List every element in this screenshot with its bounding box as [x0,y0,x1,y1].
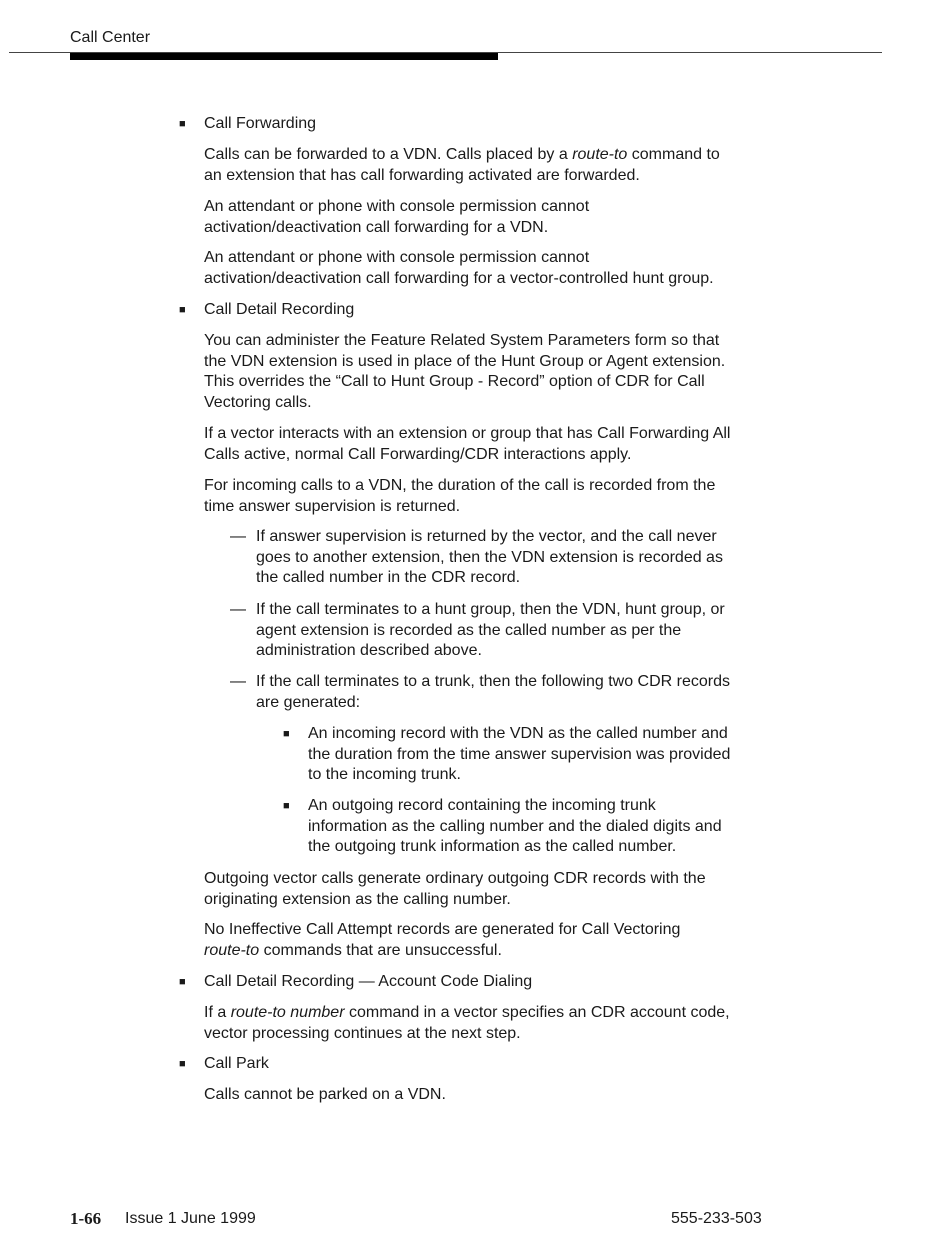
text-line [256,693,730,714]
text-run: agent extension is recorded as the called number as per the [256,621,682,639]
paragraph [204,145,720,186]
text-line [256,641,725,662]
paragraph [204,920,680,961]
text-run: An outgoing record containing the incoming trunk [308,797,656,814]
bullet-icon: ■ [179,976,186,988]
paragraph [204,248,714,289]
text-run: An incoming record with the VDN as the called number and [308,725,728,742]
text-line [204,1054,269,1075]
text-line [204,476,715,497]
text-run: Outgoing vector calls generate ordinary outgoing CDR records with the [204,870,706,887]
bullet-icon: ■ [283,800,290,812]
text-run: You can administer the Feature Related System Parameters form so that [204,332,720,349]
bullet-icon: ■ [179,118,186,130]
text-line [256,600,725,621]
text-line [256,568,723,589]
text-run: Calls active, normal Call Forwarding/CDR interactions apply. [204,445,632,463]
dash-item [256,672,730,713]
text-line [256,548,723,569]
text-run: administration described above. [256,642,482,660]
text-line [204,393,725,414]
header-bar [70,53,498,60]
text-run: time answer supervision is returned. [204,497,461,515]
text-run: the duration from the time answer supervision was provided [308,745,731,763]
paragraph [204,476,715,517]
text-line [204,352,725,373]
text-line [204,218,589,239]
text-line [204,269,714,290]
bullet-heading [204,114,316,135]
text-line [308,796,722,817]
paragraph [204,1085,446,1106]
dash-item [256,600,725,662]
text-line [308,817,722,838]
text-run: If a vector interacts with an extension or group that has Call Forwarding All [204,425,731,442]
text-line [204,920,680,941]
text-line [204,972,532,993]
text-run: An attendant or phone with console permission cannot [204,249,590,266]
bullet-heading [204,972,532,993]
paragraph [204,331,725,414]
text-line [308,745,730,766]
text-line [308,765,730,786]
text-run: goes to another extension, then the VDN extension is recorded as [256,548,723,566]
bullet-icon: ■ [179,1058,186,1070]
text-line [256,527,723,548]
text-run: Calls cannot be parked on a VDN. [204,1086,446,1103]
dash-marker: — [230,673,246,690]
page-number: 1-66 [70,1209,102,1228]
paragraph [204,869,706,910]
text-line [256,672,730,693]
issue-date: Issue 1 June 1999 [125,1210,256,1227]
sub-bullet-item [308,724,730,786]
text-run: Vectoring calls. [204,394,312,412]
text-run: an extension that has call forwarding activated are forwarded. [204,166,640,184]
text-line [204,1024,730,1045]
running-header: Call Center [70,29,151,46]
italic-term: route-to number [230,1004,345,1021]
text-run: If the call terminates to a trunk, then the following two CDR records [256,673,730,690]
dash-marker: — [230,528,246,545]
bullet-icon: ■ [179,304,186,316]
text-run: Calls can be forwarded to a VDN. Calls placed by a [204,146,573,163]
text-run: If the call terminates to a hunt group, then the VDN, hunt group, or [256,601,725,618]
text-line [308,724,730,745]
text-line [204,300,354,321]
bullet-heading [204,300,354,321]
text-line [204,941,680,962]
italic-term: route-to [204,941,260,959]
text-line [204,197,589,218]
text-line [204,248,714,269]
text-run: Call Detail Recording [204,301,355,318]
text-run: This overrides the “Call to Hunt Group - Record” option of CDR for Call [204,373,705,391]
text-run: the VDN extension is used in place of the Hunt Group or Agent extension. [204,352,726,370]
bullet-icon: ■ [283,728,290,740]
text-run: Call Forwarding [204,115,317,132]
text-line [308,837,722,858]
text-line [204,166,720,187]
italic-term: route-to [572,146,628,163]
text-run: are generated: [256,693,361,711]
text-line [204,114,316,135]
dash-marker: — [230,601,246,618]
text-run: If a [204,1004,231,1021]
text-run: activation/deactivation call forwarding for a vector-controlled hunt group. [204,269,714,287]
text-run: information as the calling number and the dialed digits and [308,817,722,835]
text-line [204,372,725,393]
text-run: command to [627,146,720,163]
text-line [204,445,730,466]
text-run: originating extension as the calling number. [204,890,511,908]
document-number: 555-233-503 [671,1210,762,1227]
paragraph [204,1003,730,1044]
paragraph [204,197,589,238]
text-run: vector processing continues at the next step. [204,1024,521,1042]
text-run: Call Detail Recording — Account Code Dialing [204,973,533,990]
text-line [204,890,706,911]
dash-item [256,527,723,589]
text-run: the outgoing trunk information as the called number. [308,838,677,856]
text-run: to the incoming trunk. [308,766,461,784]
paragraph [204,424,730,465]
text-line [204,331,725,352]
text-run: If answer supervision is returned by the vector, and the call never [256,528,717,545]
text-run: command in a vector specifies an CDR account code, [344,1004,730,1021]
text-line [204,869,706,890]
text-line [256,621,725,642]
text-run: For incoming calls to a VDN, the duration of the call is recorded from the [204,477,716,494]
text-run: No Ineffective Call Attempt records are generated for Call Vectoring [204,921,681,938]
bullet-heading [204,1054,269,1075]
text-line [204,1003,730,1024]
text-line [204,1085,446,1106]
text-line [204,424,730,445]
text-run: commands that are unsuccessful. [259,941,502,959]
text-run: An attendant or phone with console permission cannot [204,198,590,215]
text-run: activation/deactivation call forwarding for a VDN. [204,218,549,236]
text-line [204,497,715,518]
text-run: Call Park [204,1055,269,1072]
text-line [204,145,720,166]
sub-bullet-item [308,796,722,858]
text-run: the called number in the CDR record. [256,569,521,587]
